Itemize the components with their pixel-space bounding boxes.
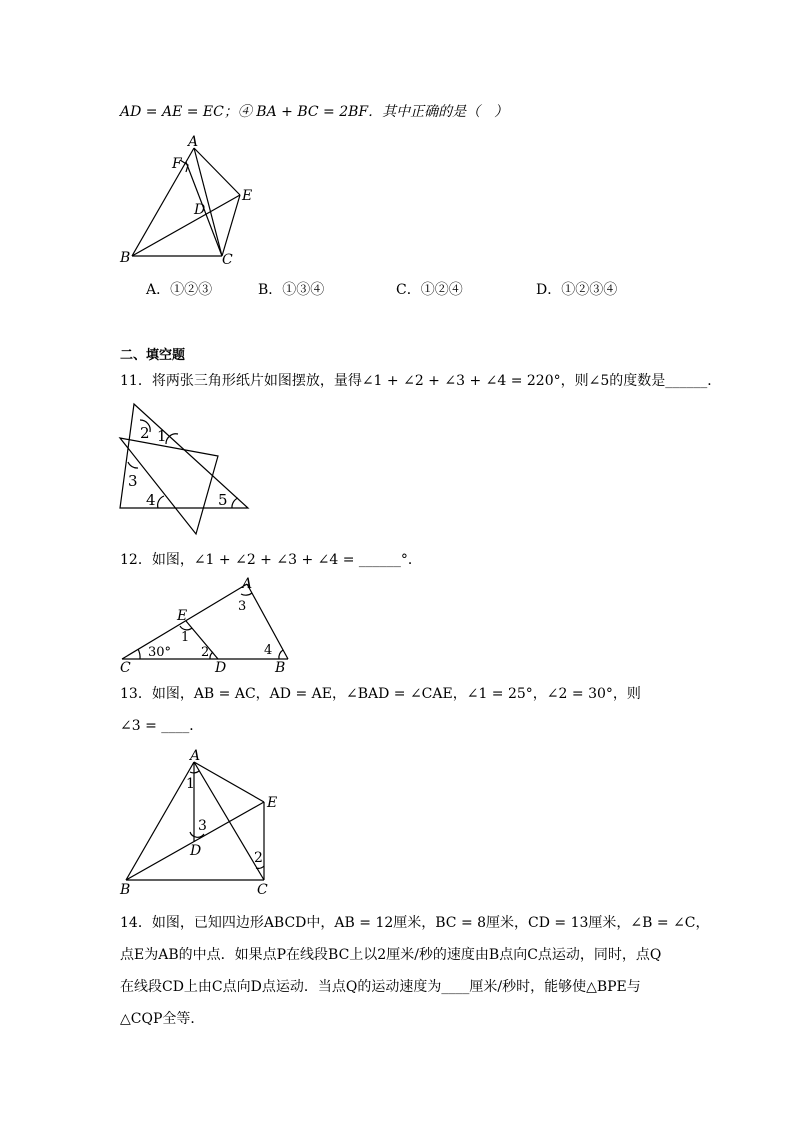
q13-label-b: B <box>120 882 131 898</box>
q13-angle-2: 2 <box>254 850 263 866</box>
q11-angle-1: 1 <box>157 427 167 445</box>
q10-option-b[interactable]: B．①③④ <box>258 282 325 298</box>
q12-angle-2: 2 <box>201 645 210 660</box>
q13-figure-lines <box>126 762 264 880</box>
q10-option-a[interactable]: A．①②③ <box>146 282 213 298</box>
q12-text: 12．如图，∠1 + ∠2 + ∠3 + ∠4 = ______°． <box>120 552 422 568</box>
q14-line4: △CQP全等． <box>120 1011 205 1027</box>
q12-angle-4: 4 <box>264 643 273 658</box>
q10-option-c[interactable]: C．①②④ <box>396 282 463 298</box>
q12-angle-1: 1 <box>181 630 190 645</box>
q10-label-a: A <box>188 134 199 150</box>
q11-angle-5: 5 <box>218 491 228 509</box>
q11-angle-3: 3 <box>128 472 138 490</box>
q12-angle-c-30: 30° <box>148 645 172 660</box>
q12-angle-3: 3 <box>238 599 247 614</box>
q12-label-b: B <box>275 660 286 676</box>
q13-label-c: C <box>257 882 268 898</box>
q11-angle-2: 2 <box>140 424 150 442</box>
q10-label-b: B <box>120 250 131 266</box>
q10-option-d[interactable]: D．①②③④ <box>536 282 618 298</box>
q12-label-d: D <box>215 660 227 676</box>
section-title: 二、填空题 <box>120 348 186 363</box>
q10-label-d: D <box>194 202 206 218</box>
q13-angle-1: 1 <box>186 776 195 792</box>
q13-line1: 13．如图，AB = AC，AD = AE，∠BAD = ∠CAE，∠1 = 25°，∠2 = 30°，则 <box>120 686 641 702</box>
q13-label-a: A <box>190 748 201 764</box>
q11-text: 11．将两张三角形纸片如图摆放，量得∠1 + ∠2 + ∠3 + ∠4 = 220°，则∠5的度数是______． <box>120 373 722 389</box>
q12-label-a: A <box>242 576 253 592</box>
q10-label-e: E <box>242 188 253 204</box>
q13-line2: ∠3 = ____． <box>120 718 204 734</box>
q10-label-c: C <box>222 252 233 268</box>
q14-line3: 在线段CD上由C点向D点运动．当点Q的运动速度为____厘米/秒时，能够使△BPE与 <box>120 979 641 995</box>
q10-tail-text: AD = AE = EC；④ BA + BC = 2BF．其中正确的是（ ） <box>120 104 509 120</box>
q13-label-e: E <box>267 795 278 811</box>
q10-label-f: F <box>172 156 182 172</box>
q13-angle-3: 3 <box>198 818 207 834</box>
q14-line2: 点E为AB的中点．如果点P在线段BC上以2厘米/秒的速度由B点向C点运动，同时，点Q <box>120 947 662 963</box>
q12-label-e: E <box>177 608 188 624</box>
q13-label-d: D <box>190 843 202 859</box>
q14-line1: 14．如图，已知四边形ABCD中，AB = 12厘米，BC = 8厘米，CD = 13厘米，∠B = ∠C， <box>120 915 710 931</box>
q12-label-c: C <box>120 660 131 676</box>
q11-angle-4: 4 <box>146 491 156 509</box>
